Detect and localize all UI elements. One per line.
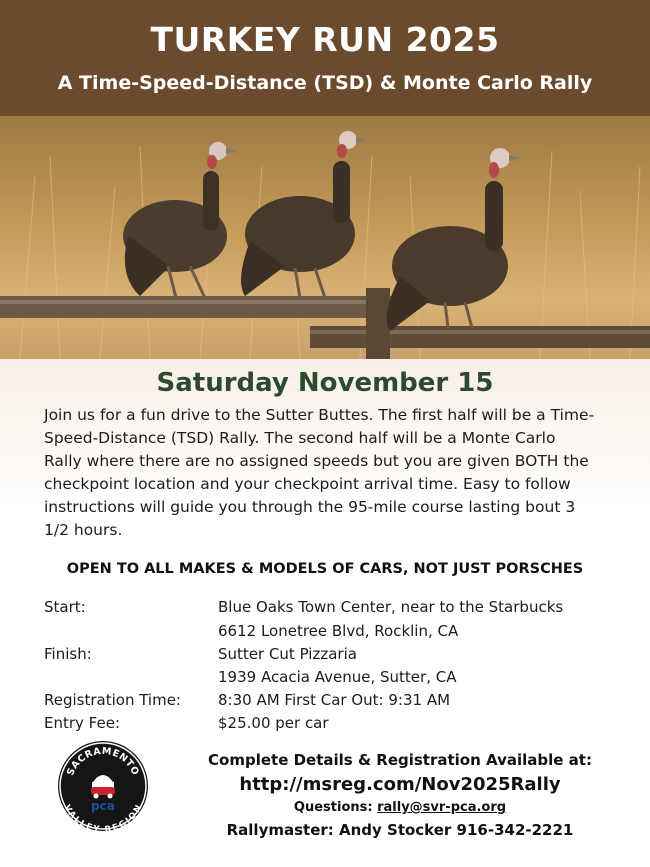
logo-emblem [57,740,149,832]
turkey-3 [387,148,522,331]
open-notice: OPEN TO ALL MAKES & MODELS OF CARS, NOT JUST PORSCHES [66,561,584,577]
fee-value: $25.00 per car [218,714,329,732]
header-banner [0,0,650,116]
questions-label: Questions: [293,800,373,815]
finish-address: 1939 Acacia Avenue, Sutter, CA [218,668,457,686]
details-heading: Complete Details & Registration Available at: [208,751,592,769]
intro-line: Join us for a fun drive to the Sutter Buttes. The first half will be a Time- [44,406,595,424]
logo-top-text: SACRAMENTO [65,745,141,778]
page-subtitle: A Time-Speed-Distance (TSD) & Monte Carlo Rally [57,72,593,94]
registration-label: Registration Time: [44,691,181,709]
turkey-2 [241,131,368,298]
turkey-1 [123,142,238,298]
turkeys-on-fence-illustration [0,116,650,359]
intro-line: checkpoint location and your checkpoint arrival time. Easy to follow [44,475,571,493]
logo-bottom-text: VALLEY REGION [61,803,145,832]
page-title: TURKEY RUN 2025 [150,20,500,59]
finish-location: Sutter Cut Pizzaria [218,645,357,663]
start-location: Blue Oaks Town Center, near to the Starbucks [218,598,564,616]
intro-line: instructions will guide you through the 95-mile course lasting bout 3 [44,498,576,516]
fee-label: Entry Fee: [44,714,120,732]
turkeys-photo [0,116,650,359]
registration-value: 8:30 AM First Car Out: 9:31 AM [218,691,451,709]
rallymaster-line: Rallymaster: Andy Stocker 916-342-2221 [226,821,574,839]
logo-badge-text: pca [91,799,115,813]
intro-line: Speed-Distance (TSD) Rally. The second half will be a Monte Carlo [44,429,556,447]
intro-line: Rally where there are no assigned speeds but you are given BOTH the [44,452,589,470]
questions-line [180,800,620,815]
start-label: Start: [44,598,86,616]
start-address: 6612 Lonetree Blvd, Rocklin, CA [218,622,459,640]
registration-url[interactable]: http://msreg.com/Nov2025Rally [239,774,561,795]
finish-label: Finish: [44,645,92,663]
intro-line: 1/2 hours. [44,521,123,539]
questions-email[interactable]: rally@svr-pca.org [377,800,507,815]
event-date: Saturday November 15 [156,368,494,398]
svr-pca-logo [57,740,149,832]
intro-paragraph [44,404,624,542]
